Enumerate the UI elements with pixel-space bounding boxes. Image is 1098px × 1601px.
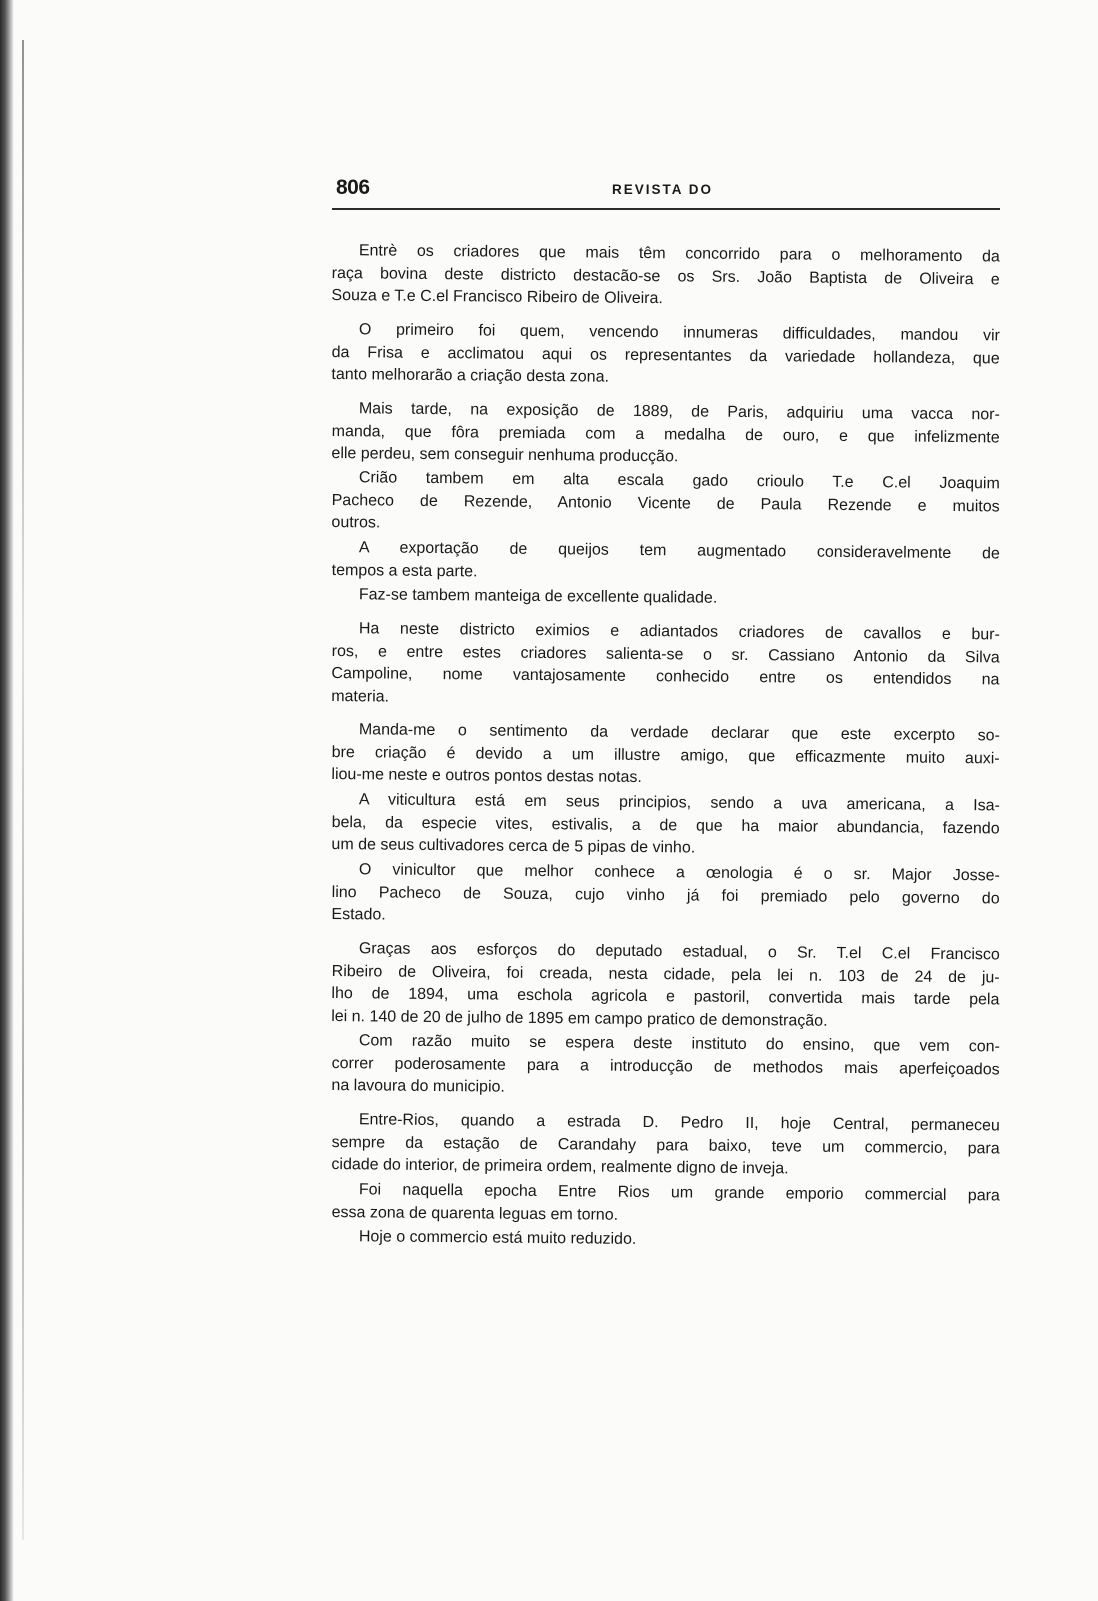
text-line: essa zona de quarenta leguas em torno. [331,1203,619,1223]
page-binding-shadow [0,0,14,1601]
paragraph-entre-rios [331,1109,1000,1183]
text-line: Hoje o commercio está muito reduzido. [358,1228,637,1248]
text-line: Entre-Rios, quando a estrada D. Pedro II, hoje Central, permaneceu [358,1111,1000,1135]
text-line: tanto melhorarão a criação desta zona. [331,365,610,386]
text-line: Foi naquella epocha Entre Rios um grande emporio commercial para [358,1180,1000,1204]
text-line: Estado. [331,906,386,924]
text-line: ros, e entre estes criadores salienta-se o sr. Cassiano Antonio da Silva [331,642,1000,666]
text-line: liou-me neste e outros pontos destas notas. [331,766,642,787]
paragraph-commercio [332,1226,1000,1255]
text-line: lho de 1894, uma eschola agricola e pastoril, convertida mais tarde pela [331,984,1000,1009]
text-line: A exportação de queijos tem augmentado consideravelmente de [358,539,1000,563]
text-line: sempre da estação de Carandahy para baixo, teve um commercio, para [331,1133,1000,1157]
paragraph-manteiga [332,584,1000,613]
text-line: Souza e T.e C.el Francisco Ribeiro de Oliveira. [331,287,663,308]
paragraph-criadores [331,240,1000,314]
paragraph-viticultura [331,789,1000,863]
text-line: elle perdeu, sem conseguir nenhuma producção. [331,444,679,466]
text-line: cidade do interior, de primeira ordem, realmente digno de inveja. [331,1155,789,1178]
paragraph-gado-crioulo [331,467,1000,541]
text-line: bela, da especie vites, estivalis, a de que ha maior abundancia, fazendo [331,813,1000,838]
text-line: Manda-me o sentimento da verdade declarar que este excerpto so- [358,721,1000,745]
text-line: outros. [331,514,381,532]
text-line: O primeiro foi quem, vencendo innumeras difficuldades, mandou vir [358,321,1000,345]
text-line: raça bovina deste districto destacão-se os Srs. João Baptista de Oliveira e [331,264,1000,289]
text-line: um de seus cultivadores cerca de 5 pipas de vinho. [331,836,696,857]
text-line: Ribeiro de Oliveira, foi creada, nesta cidade, pela lei n. 103 de 24 de ju- [331,962,1000,986]
text-line: da Frisa e acclimatou aqui os representantes da variedade hollandeza, que [331,343,1000,367]
paragraph-cavallos [331,618,1000,715]
text-line: Entrè os criadores que mais têm concorrido para o melhoramento da [358,242,1000,266]
running-head [332,176,1000,210]
text-line: Com razão muito se espera deste instituto do ensino, que vem con- [358,1032,1000,1056]
scanned-page [332,176,1000,1426]
paragraph-emporio [332,1179,1000,1231]
text-line: Mais tarde, na exposição de 1889, de Paris, adquiriu uma vacca nor- [358,399,1000,423]
text-line: Crião tambem em alta escala gado crioulo T.e C.el Joaquim [358,469,1000,493]
text-line: Graças aos esforços do deputado estadual, o Sr. T.el C.el Francisco [358,939,1000,964]
text-line: bre criação é devido a um illustre amigo, que efficazmente muito auxi- [331,743,1000,768]
paragraph-instituto [331,1030,1000,1104]
text-line: materia. [331,687,390,706]
text-line: Campoline, nome vantajosamente conhecido entre os entendidos na [331,665,1000,689]
text-line: Ha neste districto eximios e adiantados criadores de cavallos e bur- [358,620,1000,644]
text-line: O vinicultor que melhor conhece a œnologia é o sr. Major Josse- [358,861,1000,885]
paragraph-eschola-agricola [331,938,1000,1035]
paragraph-exposicao [331,398,1000,472]
text-line: lino Pacheco de Souza, cujo vinho já foi premiado pelo governo do [331,883,1000,907]
text-line: A viticultura está em seus principios, sendo a uva americana, a Isa- [358,791,1000,815]
running-title: REVISTA DO [612,182,714,197]
page-number: 806 [336,176,370,199]
text-line: Faz-se tambem manteiga de excellente qualidade. [358,586,718,608]
body-text [332,240,1000,1248]
text-line: manda, que fôra premiada com a medalha de ouro, e que infelizmente [331,422,1000,446]
text-line: na lavoura do municipio. [331,1077,505,1096]
text-line: tempos a esta parte. [331,561,478,581]
paragraph-sentimento [331,719,1000,793]
page-gutter-line [22,40,24,1540]
paragraph-primeiro [331,319,1000,393]
text-line: Pacheco de Rezende, Antonio Vicente de Paula Rezende e muitos [331,491,1000,516]
paragraph-vinicultor [331,859,1000,933]
paragraph-queijos [332,537,1000,589]
text-line: lei n. 140 de 20 de julho de 1895 em campo pratico de demonstração. [331,1007,828,1030]
text-line: correr poderosamente para a introducção de methodos mais aperfeiçoados [331,1054,1000,1079]
